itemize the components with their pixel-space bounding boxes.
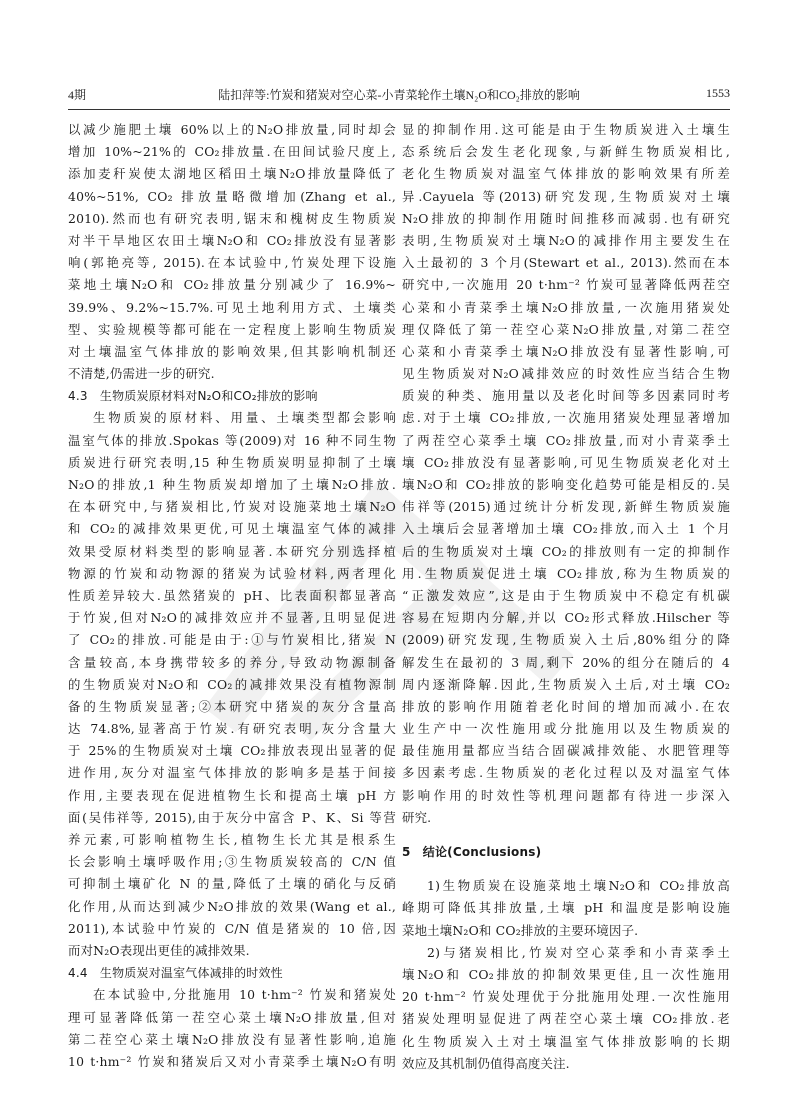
text-line: 39.9%、9.2%~15.7%.可见土地利用方式、土壤类 — [68, 299, 396, 315]
text-line: 效应及其机制仍值得高度关注. — [402, 1055, 570, 1071]
paragraph-start-line: 2)与猪炭相比,竹炭对空心菜季和小青菜季土 — [427, 944, 730, 960]
text-line: 备的生物质炭显著;②本研究中猪炭的灰分含量高 — [68, 698, 396, 714]
text-line: N₂O的排放,1 种生物质炭却增加了土壤N₂O排放. — [68, 477, 396, 492]
spacer — [402, 863, 730, 875]
text-line: 化生物质炭入土对土壤温室气体排放影响的长期 — [402, 1033, 730, 1049]
paragraph-start-line: 1)生物质炭在设施菜地土壤N₂O和 CO₂排放高 — [427, 878, 730, 894]
text-line: 不清楚,仍需进一步的研究. — [68, 366, 215, 382]
text-line: 用.生物质炭促进土壤 CO₂排放,称为生物质炭的 — [402, 565, 730, 581]
text-line: 温室气体的排放.Spokas 等(2009)对 16 种不同生物 — [68, 432, 396, 448]
text-line: 虑.对于土壤 CO₂排放,一次施用猪炭处理显著增加 — [402, 410, 730, 426]
text-line: 对半干旱地区农田土壤N₂O和 CO₂排放没有显著影 — [68, 232, 396, 248]
text-line: 了 CO₂的排放.可能是由于:①与竹炭相比,猪炭 N — [68, 632, 396, 648]
text-line: 老化生物质炭对温室气体排放的影响效果有所差 — [402, 166, 730, 182]
paragraph-start-line: 生物质炭的原材料、用量、土壤类型都会影响 — [93, 410, 396, 426]
text-line: 第二茬空心菜土壤N₂O排放没有显著性影响,追施 — [68, 1031, 396, 1047]
text-line: 化作用,从而达到减少N₂O排放的效果(Wang et al., — [68, 898, 396, 914]
text-line: 2010).然而也有研究表明,锯末和槐树皮生物质炭 — [68, 210, 396, 226]
text-line: 理仅降低了第一茬空心菜N₂O排放量,对第二茬空 — [402, 321, 730, 337]
text-line: 心菜和小青菜季土壤N₂O排放没有显著性影响,可 — [402, 343, 730, 359]
text-line: 入土最初的 3 个月(Stewart et al., 2013).然而在本 — [402, 255, 730, 271]
text-line: 达 74.8%,显著高于竹炭.有研究表明,灰分含量大 — [68, 721, 396, 737]
text-line: 菜地土壤N₂O和 CO₂排放量分别减少了 16.9%~ — [68, 277, 396, 293]
text-line: 在本研究中,与猪炭相比,竹炭对设施菜地土壤N₂O — [68, 499, 396, 515]
section-heading: 4.3 生物质炭原材料对N₂O和CO₂排放的影响 — [68, 389, 318, 404]
section-heading: 4.4 生物质炭对温室气体减排的时效性 — [68, 966, 283, 981]
text-line: 猪炭处理明显促进了两茬空心菜土壤 CO₂排放.老 — [402, 1011, 730, 1027]
text-line: “正激发效应”,这是由于生物质炭中不稳定有机碳 — [402, 587, 730, 603]
text-line: 业生产中一次性施用或分批施用以及生物质炭的 — [402, 721, 730, 737]
running-header — [68, 86, 730, 108]
text-line: 最佳施用量都应当结合固碳减排效能、水肥管理等 — [402, 743, 730, 759]
page-number: 1553 — [706, 86, 730, 100]
text-line: 伟祥等(2015)通过统计分析发现,新鲜生物质炭施 — [402, 499, 730, 515]
text-line: 壤N₂O和 CO₂排放的抑制效果更佳,且一次性施用 — [402, 966, 730, 982]
text-line: 2011),本试验中竹炭的 C/N 值是猪炭的 10 倍,因 — [68, 920, 396, 936]
text-line: 含量较高,本身携带较多的养分,导致动物源制备 — [68, 654, 396, 670]
text-line: N₂O排放的抑制作用随时间推移而减弱.也有研究 — [402, 210, 730, 226]
spacer — [402, 829, 730, 841]
text-line: 质炭进行研究表明,15 种生物质炭明显抑制了土壤 — [68, 454, 396, 470]
text-line: 表明,生物质炭对土壤N₂O的减排作用主要发生在 — [402, 232, 730, 248]
text-line: 性质差异较大.虽然猪炭的 pH、比表面积都显著高 — [68, 587, 396, 603]
text-line: 10 t·hm⁻² 竹炭和猪炭后又对小青菜季土壤N₂O有明 — [68, 1053, 396, 1069]
text-line: 和 CO₂的减排效果更优,可见土壤温室气体的减排 — [68, 521, 396, 537]
text-line: 后的生物质炭对土壤 CO₂的排放则有一定的抑制作 — [402, 543, 730, 559]
issue-number: 4期 — [68, 88, 87, 102]
text-line: 可抑制土壤矿化 N 的量,降低了土壤的硝化与反硝 — [68, 876, 396, 892]
text-line: 长会影响土壤呼吸作用;③生物质炭较高的 C/N 值 — [68, 854, 396, 870]
text-line: 的生物质炭对N₂O和 CO₂的减排效果没有植物源制 — [68, 676, 396, 692]
running-title: 陆扣萍等:竹炭和猪炭对空心菜-小青菜轮作土壤N₂O和CO₂排放的影响 — [218, 88, 580, 102]
text-line: 异.Cayuela 等(2013)研究发现,生物质炭对土壤 — [402, 188, 730, 204]
text-line: 质炭的种类、施用量以及老化时间等多因素同时考 — [402, 388, 730, 404]
section-heading: 5 结论(Conclusions) — [402, 845, 542, 859]
header-rule — [68, 109, 730, 110]
text-line: 排放的影响作用随着老化时间的增加而减小.在农 — [402, 698, 730, 714]
text-line: 面(吴伟祥等, 2015),由于灰分中富含 P、K、Si 等营 — [68, 809, 396, 825]
text-line: 峰期可降低其排放量,土壤 pH 和温度是影响设施 — [402, 900, 730, 916]
text-line: 研究. — [402, 809, 432, 825]
paragraph-start-line: 在本试验中,分批施用 10 t·hm⁻² 竹炭和猪炭处 — [93, 987, 396, 1003]
text-line: 心菜和小青菜季土壤N₂O排放量,一次施用猪炭处 — [402, 299, 730, 315]
text-line: 型、实验规模等都可能在一定程度上影响生物质炭 — [68, 321, 396, 337]
text-line: 壤N₂O和 CO₂排放的影响变化趋势可能是相反的.吴 — [402, 477, 730, 492]
text-line: 菜地土壤N₂O和 CO₂排放的主要环境因子. — [402, 922, 639, 938]
text-line: 增加 10%~21%的 CO₂排放量.在田间试验尺度上, — [68, 144, 396, 160]
text-line: 态系统后会发生老化现象,与新鲜生物质炭相比, — [402, 144, 730, 160]
text-line: 研究中,一次施用 20 t·hm⁻² 竹炭可显著降低两茬空 — [402, 277, 730, 293]
text-line: 作用,主要表现在促进植物生长和提高土壤 pH 方 — [68, 787, 396, 803]
text-line: 解发生在最初的 3 周,剩下 20%的组分在随后的 4 — [402, 654, 730, 670]
text-line: 理可显著降低第一茬空心菜土壤N₂O排放量,但对 — [68, 1009, 396, 1025]
left-column — [68, 119, 396, 1073]
text-line: 效果受原材料类型的影响显著.本研究分别选择植 — [68, 543, 396, 559]
text-line: 添加麦秆炭使太湖地区稻田土壤N₂O排放量降低了 — [68, 166, 396, 182]
text-line: 见生物质炭对N₂O减排效应的时效性应当结合生物 — [402, 366, 730, 382]
text-line: 养元素,可影响植物生长,植物生长尤其是根系生 — [68, 832, 396, 847]
text-line: 周内逐渐降解.因此,生物质炭入土后,对土壤 CO₂ — [402, 676, 730, 692]
text-line: 影响作用的时效性等机理问题都有待进一步深入 — [402, 787, 730, 803]
text-line: 了两茬空心菜季土壤 CO₂排放量,而对小青菜季土 — [402, 432, 730, 448]
text-line: 多因素考虑.生物质炭的老化过程以及对温室气体 — [402, 765, 730, 781]
text-line: 而对N₂O表现出更佳的减排效果. — [68, 942, 250, 958]
text-line: 对土壤温室气体排放的影响效果,但其影响机制还 — [68, 343, 396, 359]
text-line: 响(郭艳亮等, 2015).在本试验中,竹炭处理下设施 — [68, 255, 396, 271]
text-line: 壤 CO₂排放没有显著影响,可见生物质炭老化对土 — [402, 454, 730, 470]
text-line: 20 t·hm⁻² 竹炭处理优于分批施用处理.一次性施用 — [402, 989, 730, 1005]
text-line: 物源的竹炭和动物源的猪炭为试验材料,两者理化 — [68, 565, 396, 581]
text-line: 40%~51%, CO₂ 排放量略微增加(Zhang et al., — [68, 188, 396, 204]
text-line: 进作用,灰分对温室气体排放的影响多是基于间接 — [68, 765, 396, 781]
text-line: (2009)研究发现,生物质炭入土后,80%组分的降 — [402, 632, 730, 648]
text-line: 以减少施肥土壤 60%以上的N₂O排放量,同时却会 — [68, 122, 396, 137]
text-line: 于 25%的生物质炭对土壤 CO₂排放表现出显著的促 — [68, 743, 396, 759]
text-line: 显的抑制作用.这可能是由于生物质炭进入土壤生 — [402, 122, 730, 137]
text-line: 容易在短期内分解,并以 CO₂形式释放.Hilscher 等 — [402, 610, 730, 626]
text-line: 入土壤后会显著增加土壤 CO₂排放,而入土 1 个月 — [402, 521, 730, 537]
right-column — [402, 119, 730, 1075]
text-line: 于竹炭,但对N₂O的减排效应并不显著,且明显促进 — [68, 610, 396, 626]
